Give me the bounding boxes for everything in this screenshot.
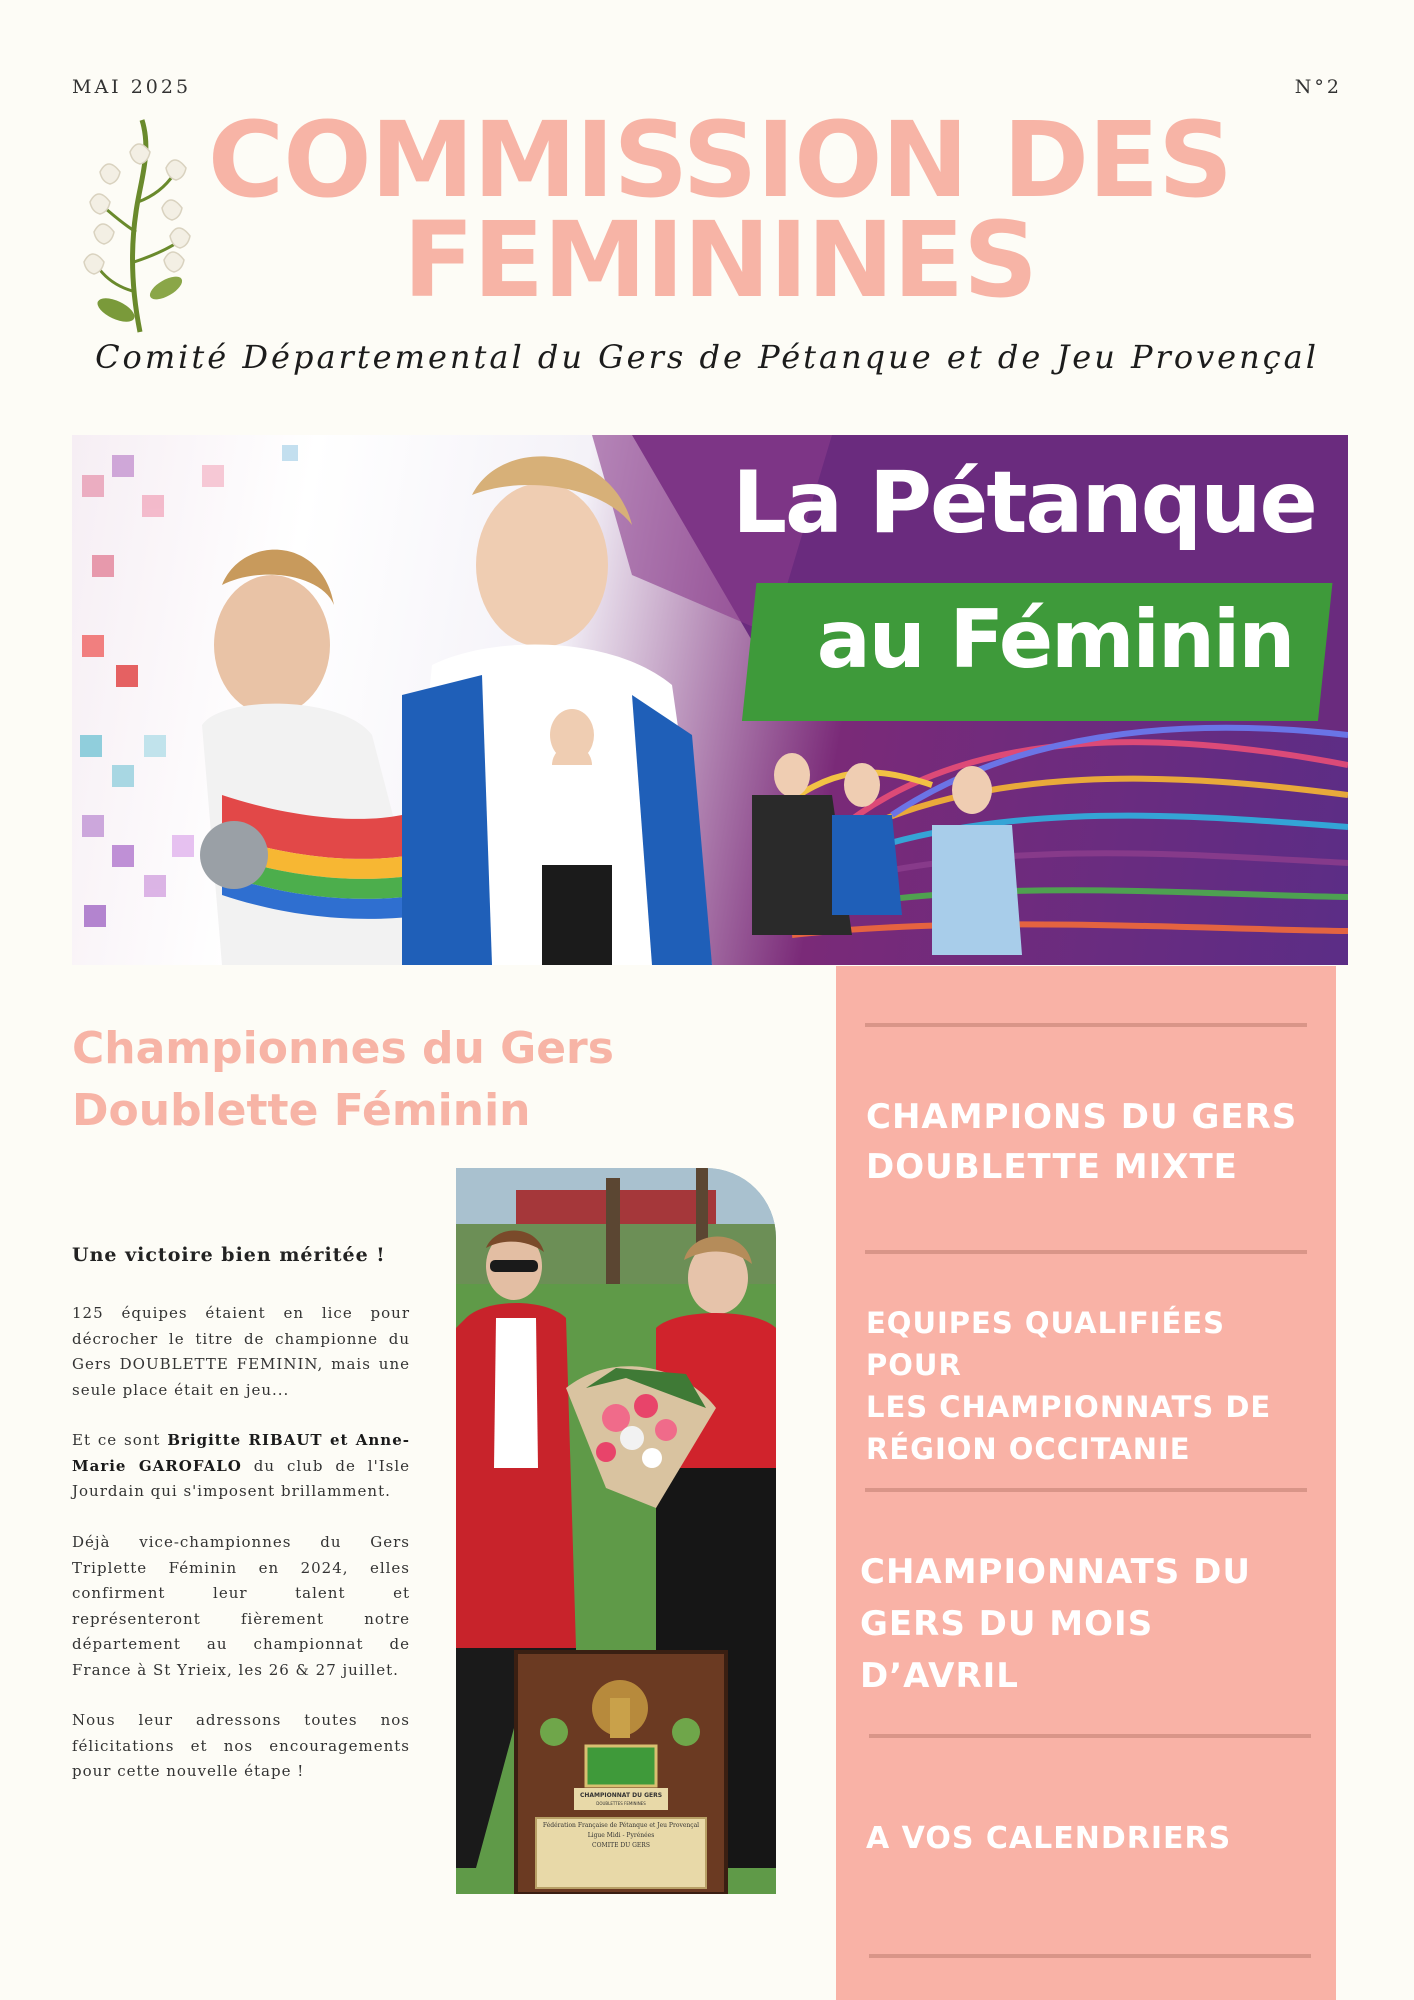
sidebar-divider [865, 1250, 1307, 1254]
sidebar-item-line: A VOS CALENDRIERS [866, 1821, 1232, 1856]
sidebar-divider [865, 1488, 1307, 1492]
plaque-comite: COMITE DU GERS [592, 1842, 650, 1849]
sidebar-divider [869, 1954, 1311, 1958]
sidebar-item-line: EQUIPES QUALIFIÉES POUR [866, 1306, 1225, 1382]
champions-photo [456, 1168, 776, 1894]
article-lead: Une victoire bien méritée ! [72, 1244, 386, 1266]
article-heading-line2: Doublette Féminin [72, 1085, 531, 1136]
sidebar-item-line: CHAMPIONS DU GERS [866, 1097, 1298, 1137]
sidebar-item-doublette-mixte[interactable] [866, 1092, 1306, 1192]
sidebar-contents [836, 966, 1336, 2000]
champion-names: Brigitte RIBAUT et Anne-Marie GAROFALO [72, 1431, 410, 1475]
article-heading-line1: Championnes du Gers [72, 1023, 614, 1074]
newsletter-subtitle: Comité Départemental du Gers de Pétanque et de Jeu Provençal [95, 338, 1319, 376]
hero-title-line2: au Féminin [816, 593, 1294, 686]
newsletter-title-line1: COMMISSION DES [207, 99, 1233, 221]
hero-title-line1: La Pétanque [732, 453, 1316, 553]
article-heading [72, 1018, 632, 1142]
newsletter-title-line2: FEMININES [403, 199, 1037, 321]
sidebar-item-line: GERS DU MOIS D’AVRIL [860, 1604, 1154, 1696]
sidebar-item-line: LES CHAMPIONNATS DE [866, 1390, 1272, 1424]
sidebar-item-championnats-avril[interactable] [860, 1546, 1300, 1702]
plaque-sublabel: DOUBLETTES FEMININES [596, 1801, 646, 1806]
article-paragraph-3: Déjà vice-championnes du Gers Triplette Féminin en 2024, elles confirment leur talent et représenteront fièrement notre département au championnat de France à St Yrieix, les 26 & 27 juillet. [72, 1533, 410, 1679]
p2-outro: du club de l'Isle Jourdain qui s'imposent brillamment. [72, 1456, 410, 1500]
article-paragraph-1: 125 équipes étaient en lice pour décrocher le titre de championne du Gers DOUBLETTE FEMININ, mais une seule place était en jeu... [72, 1304, 410, 1399]
plaque-label: CHAMPIONNAT DU GERS [579, 1792, 663, 1799]
sidebar-divider [869, 1734, 1311, 1738]
p2-intro: Et ce sont [72, 1431, 168, 1449]
sidebar-item-calendriers[interactable] [866, 1818, 1306, 1860]
plaque-ligue: Ligue Midi - Pyrénées [587, 1832, 655, 1839]
issue-date: MAI 2025 [72, 76, 192, 98]
sidebar-item-line: CHAMPIONNATS DU [860, 1552, 1251, 1592]
champions-photo-artwork [456, 1168, 776, 1894]
hero-banner [72, 435, 1348, 965]
article-paragraph-4: Nous leur adressons toutes nos félicitations et nos encouragements pour cette nouvelle étape ! [72, 1711, 410, 1780]
plaque-federation: Fédération Française de Pétanque et Jeu Provençal [542, 1822, 700, 1829]
sidebar-item-line: DOUBLETTE MIXTE [866, 1147, 1238, 1187]
issue-number: N°2 [1294, 76, 1342, 98]
sidebar-divider [865, 1023, 1307, 1027]
sidebar-item-equipes-qualifiees[interactable] [866, 1302, 1306, 1470]
sidebar-item-line: RÉGION OCCITANIE [866, 1432, 1191, 1466]
article-paragraph-2 [72, 1428, 410, 1505]
